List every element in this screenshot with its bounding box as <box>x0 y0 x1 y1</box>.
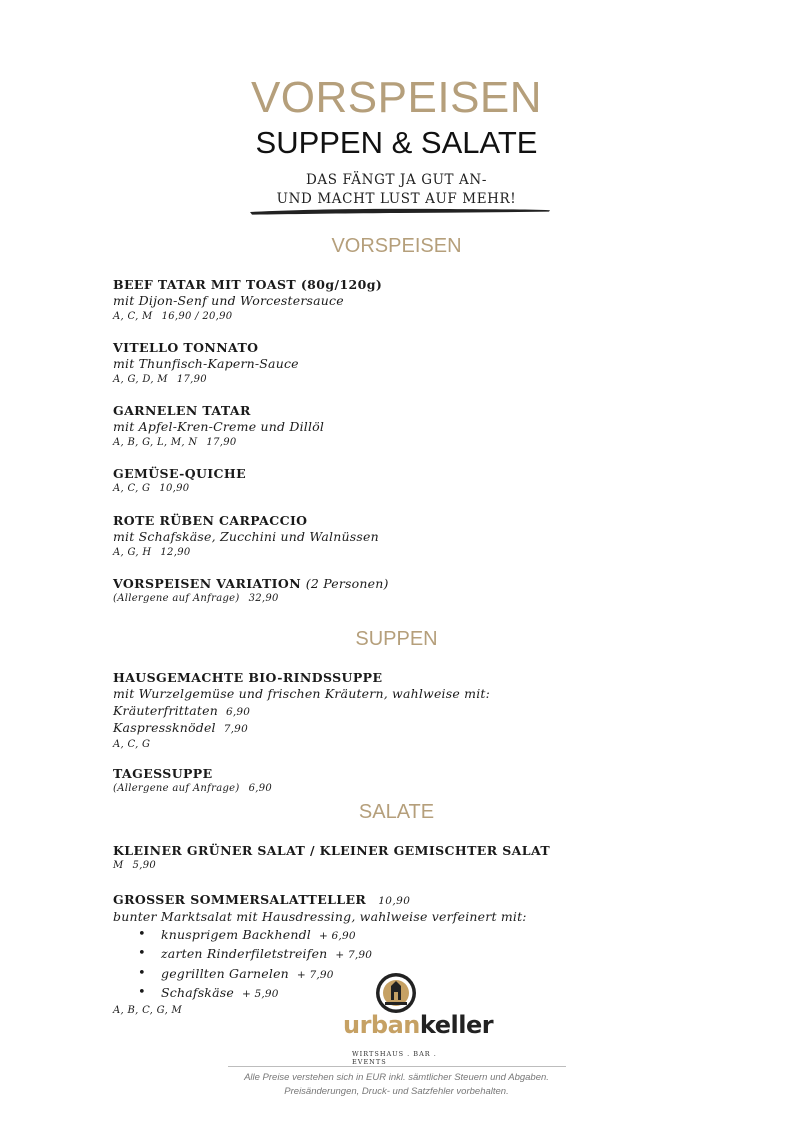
page-title: VORSPEISEN <box>250 73 543 122</box>
option-label: Kräuterfrittaten <box>113 702 218 718</box>
item-name-note: (2 Personen) <box>305 576 389 591</box>
footer-divider <box>228 1066 566 1067</box>
menu-item <box>113 843 713 873</box>
brush-stroke-divider <box>249 206 551 216</box>
item-price: 17,90 <box>176 373 207 385</box>
item-name <box>113 576 713 592</box>
item-description: mit Thunfisch-Kapern-Sauce <box>113 356 299 371</box>
item-name: GEMÜSE-QUICHE <box>113 466 247 481</box>
item-name: GARNELEN TATAR <box>113 403 251 418</box>
section-title-suppen: SUPPEN <box>355 628 438 650</box>
list-item <box>113 945 713 965</box>
option-price: + 5,90 <box>241 988 279 1000</box>
tagline-line-2: UND MACHT LUST AUF MEHR! <box>276 191 517 207</box>
item-allergens: A, G, D, M <box>113 373 168 385</box>
item-name: KLEINER GRÜNER SALAT / KLEINER GEMISCHTER SALAT <box>113 843 551 858</box>
item-meta <box>113 592 713 606</box>
item-price: 5,90 <box>132 860 157 871</box>
item-description: bunter Marktsalat mit Hausdressing, wahlweise verfeinert mit: <box>113 909 527 924</box>
footer-line-1: Alle Preise verstehen sich in EUR inkl. sämtlicher Steuern und Abgaben. <box>244 1072 549 1083</box>
item-meta <box>113 546 713 560</box>
item-name <box>113 892 713 909</box>
page-subtitle: SUPPEN & SALATE <box>255 125 538 160</box>
menu-item <box>113 466 713 496</box>
option-price: + 7,90 <box>296 968 334 981</box>
item-price: 16,90 / 20,90 <box>161 310 233 322</box>
option-price: + 7,90 <box>335 949 373 961</box>
option-label: Schafskäse <box>161 985 234 1000</box>
item-meta <box>113 782 713 796</box>
item-meta <box>113 482 713 496</box>
item-name-text: VORSPEISEN VARIATION <box>113 576 302 591</box>
item-name: BEEF TATAR MIT TOAST (80g/120g) <box>113 277 383 292</box>
menu-item <box>113 576 713 606</box>
menu-item <box>113 766 713 796</box>
section-title-vorspeisen: VORSPEISEN <box>331 235 462 257</box>
option-label: knusprigem Backhendl <box>161 926 312 942</box>
item-name-text: GROSSER SOMMERSALATTELLER <box>113 892 367 907</box>
item-description: mit Dijon-Senf und Worcestersauce <box>113 293 344 308</box>
item-meta <box>113 373 713 387</box>
footer-note <box>0 1071 793 1098</box>
tagline <box>0 171 793 209</box>
option-label: gegrillten Garnelen <box>161 965 289 981</box>
item-price: 10,90 <box>378 895 411 907</box>
item-price: 6,90 <box>248 783 273 794</box>
item-allergens: A, C, G <box>113 738 151 750</box>
item-allergens: (Allergene auf Anfrage) <box>113 783 240 794</box>
item-description: mit Schafskäse, Zucchini und Walnüssen <box>113 529 379 544</box>
menu-item <box>113 513 713 560</box>
item-allergens: M <box>113 860 124 871</box>
logo-keller-text: keller <box>419 1011 494 1039</box>
item-allergens: A, C, G <box>113 483 151 494</box>
item-price: 17,90 <box>206 436 237 448</box>
item-option <box>113 703 713 721</box>
menu-item <box>113 670 713 752</box>
item-allergens: (Allergene auf Anfrage) <box>113 593 240 604</box>
menu-item <box>113 340 713 387</box>
logo-urban-text: urban <box>343 1011 420 1039</box>
item-name: HAUSGEMACHTE BIO-RINDSSUPPE <box>113 670 383 685</box>
item-meta <box>113 436 713 450</box>
list-item <box>113 926 713 946</box>
item-option <box>113 720 713 738</box>
item-allergens: A, B, G, L, M, N <box>113 436 198 448</box>
item-name: ROTE RÜBEN CARPACCIO <box>113 513 308 528</box>
option-price: 6,90 <box>225 705 251 718</box>
item-name: VITELLO TONNATO <box>113 340 259 355</box>
option-label: zarten Rinderfiletstreifen <box>161 946 328 961</box>
item-price: 32,90 <box>248 593 279 604</box>
item-price: 12,90 <box>160 546 191 558</box>
tagline-line-1: DAS FÄNGT JA GUT AN- <box>306 172 487 188</box>
item-description: mit Apfel-Kren-Creme und Dillöl <box>113 419 325 434</box>
urban-keller-logo <box>340 972 494 1066</box>
option-price: + 6,90 <box>319 929 356 942</box>
logo-emblem-icon <box>340 972 452 1014</box>
menu-item <box>113 403 713 450</box>
item-name: TAGESSUPPE <box>113 766 213 781</box>
menu-item <box>113 277 713 324</box>
item-price: 10,90 <box>159 483 190 494</box>
logo-tagline: WIRTSHAUS . BAR . EVENTS <box>352 1050 437 1066</box>
item-description: mit Wurzelgemüse und frischen Kräutern, wahlweise mit: <box>113 686 491 701</box>
item-allergens: A, B, C, G, M <box>113 1004 183 1016</box>
item-allergens: A, C, M <box>113 310 153 322</box>
item-meta <box>113 310 713 324</box>
item-allergens: A, G, H <box>113 546 152 558</box>
section-title-salate: SALATE <box>358 801 435 823</box>
item-meta <box>113 859 713 873</box>
logo-wordmark <box>343 1011 493 1039</box>
footer-line-2: Preisänderungen, Druck- und Satzfehler vorbehalten. <box>284 1085 509 1097</box>
option-price: 7,90 <box>223 723 248 735</box>
option-label: Kaspressknödel <box>113 720 216 735</box>
